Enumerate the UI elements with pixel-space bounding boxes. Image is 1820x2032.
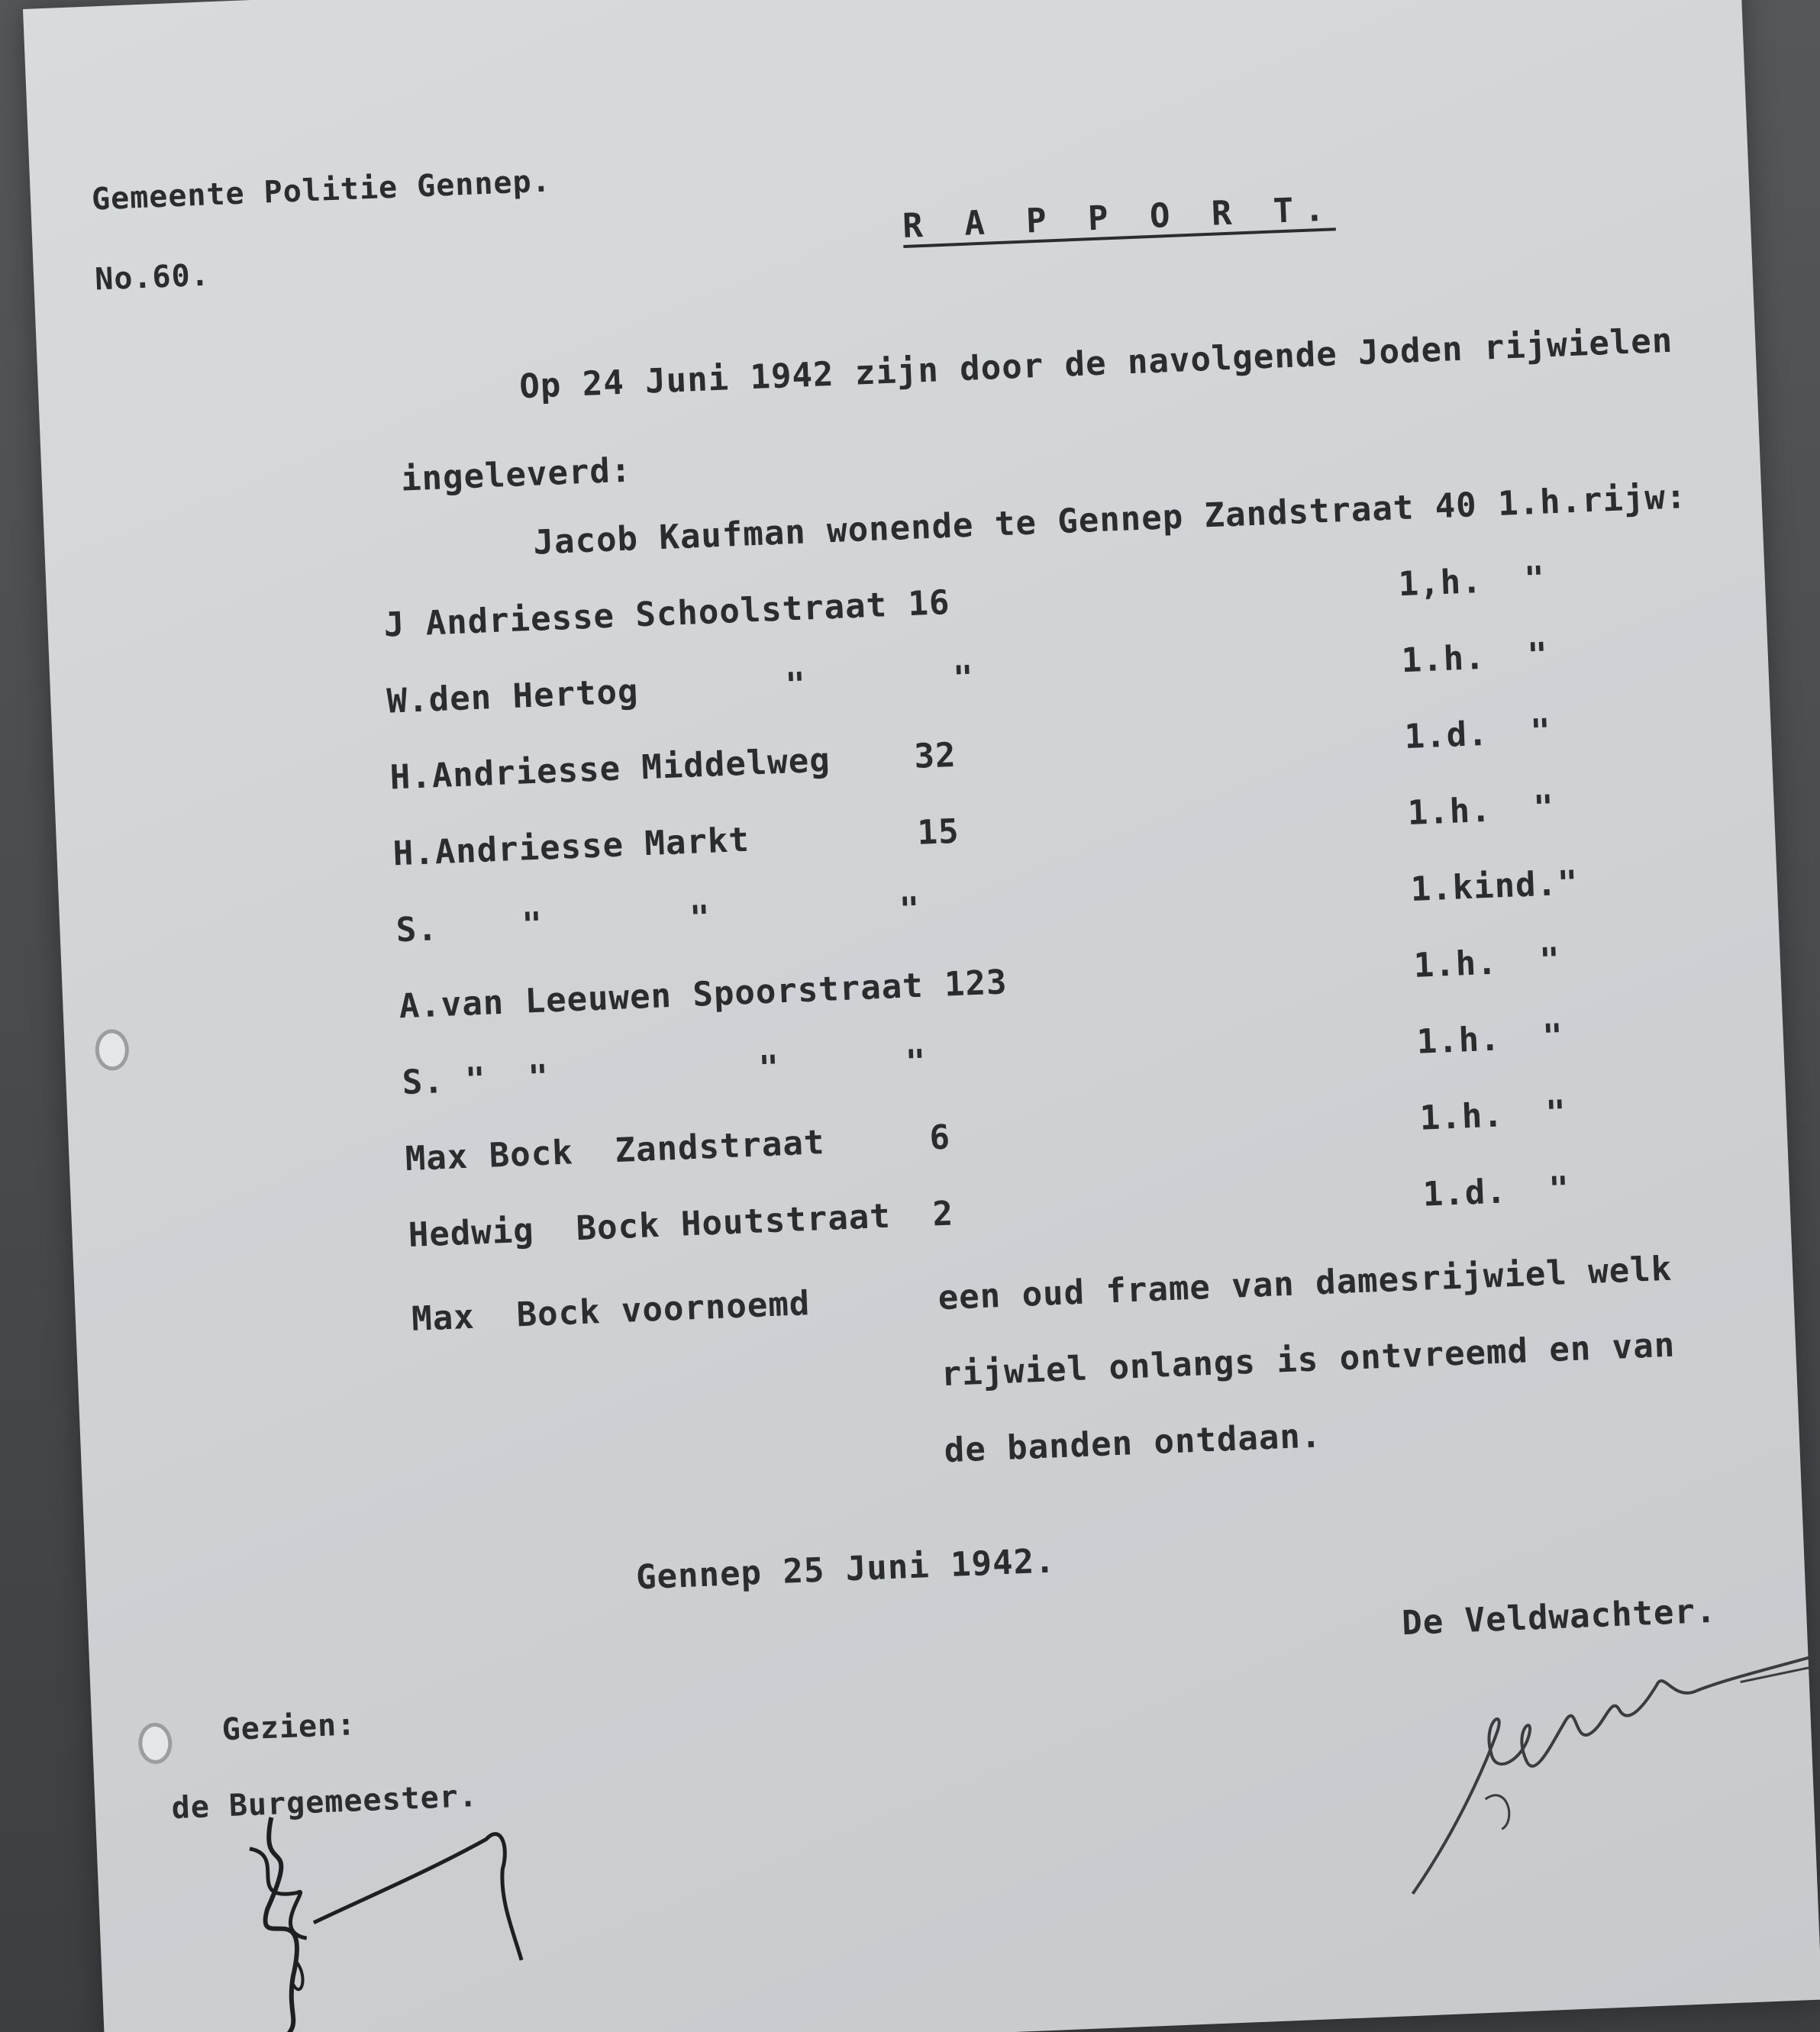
entry-type: 1.h. ": [1406, 788, 1556, 834]
entry-name: S. " " ": [395, 889, 921, 950]
entry-name: Hedwig Bock Houtstraat 2: [407, 1194, 955, 1256]
entry-type: 1.h. ": [1415, 1017, 1565, 1062]
entry-type: 1.d. ": [1403, 711, 1553, 757]
intro-line-2: ingeleverd:: [400, 450, 633, 499]
entry-name: H.Andriesse Middelweg 32: [389, 735, 957, 798]
mayor-label: de Burgemeester.: [170, 1778, 479, 1827]
officer-signature: [1388, 1631, 1820, 1902]
last-entry-note-2: rijwiel onlangs is ontvreemd en van: [940, 1325, 1676, 1395]
first-entry: Jacob Kaufman wonende te Gennep Zandstraat 40 1.h.rijw:: [532, 477, 1688, 563]
punch-hole: [137, 1722, 173, 1765]
entry-name: J Andriesse Schoolstraat 16: [382, 582, 951, 645]
report-title: R A P P O R T.: [902, 189, 1336, 246]
last-entry-note-3: de banden ontdaan.: [943, 1416, 1323, 1471]
entry-name: H.Andriesse Markt 15: [392, 811, 960, 874]
entry-name: W.den Hertog " ": [386, 658, 975, 721]
punch-hole: [95, 1029, 130, 1072]
mayor-signature: [194, 1774, 601, 2032]
officer-title: De Veldwachter.: [1401, 1591, 1718, 1643]
intro-line-1: Op 24 Juni 1942 zijn door de navolgende Joden rijwielen: [518, 321, 1674, 407]
entry-type: 1.h. ": [1400, 635, 1550, 681]
entry-type: 1,h. ": [1397, 559, 1547, 605]
place-date: Gennep 25 Juni 1942.: [635, 1541, 1057, 1598]
document-page: [23, 0, 1820, 2032]
last-entry-note-1: een oud frame van damesrijwiel welk: [937, 1249, 1673, 1318]
entry-type: 1.kind.": [1409, 863, 1580, 909]
entry-name: A.van Leeuwen Spoorstraat 123: [398, 963, 1008, 1027]
last-entry-name: Max Bock voornoemd: [411, 1284, 812, 1339]
entry-type: 1.h. ": [1418, 1093, 1568, 1138]
entry-name: S. " " " ": [401, 1042, 928, 1103]
entry-type: 1.h. ": [1412, 940, 1562, 985]
report-number: No.60.: [94, 257, 211, 298]
department-header: Gemeente Politie Gennep.: [91, 163, 552, 218]
seen-label: Gezien:: [221, 1707, 357, 1748]
entry-type: 1.d. ": [1421, 1169, 1571, 1214]
entry-name: Max Bock Zandstraat 6: [404, 1118, 952, 1179]
